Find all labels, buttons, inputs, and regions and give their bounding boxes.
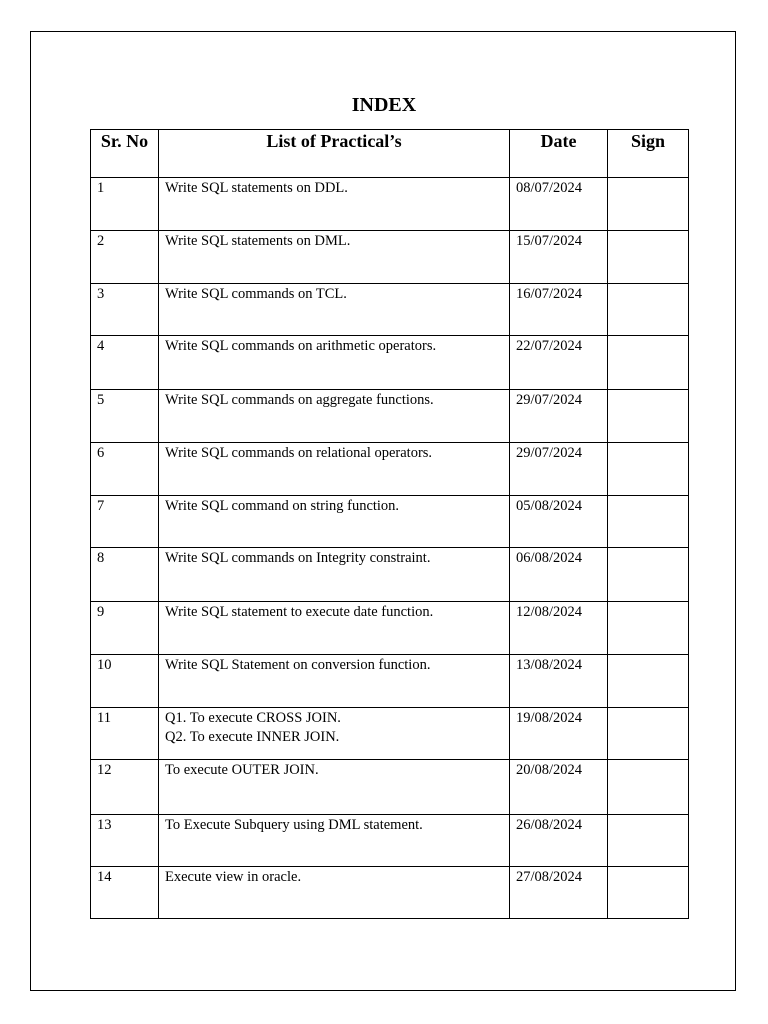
sr-no-cell: 2 xyxy=(91,231,159,284)
date-cell: 20/08/2024 xyxy=(510,760,608,815)
practical-cell xyxy=(159,708,510,760)
practical-cell xyxy=(159,390,510,443)
sign-cell xyxy=(608,336,689,390)
date-cell: 29/07/2024 xyxy=(510,443,608,496)
sr-no-cell: 7 xyxy=(91,496,159,548)
date-cell: 27/08/2024 xyxy=(510,867,608,919)
sign-cell xyxy=(608,390,689,443)
table-row xyxy=(91,496,689,548)
practical-text: Write SQL statements on DML. xyxy=(165,233,351,249)
table-row xyxy=(91,815,689,867)
date-cell: 29/07/2024 xyxy=(510,390,608,443)
practical-text: Write SQL commands on Integrity constraint. xyxy=(165,550,431,566)
sign-cell xyxy=(608,284,689,336)
practical-text: Write SQL Statement on conversion function. xyxy=(165,657,431,673)
practical-text: Write SQL commands on TCL. xyxy=(165,286,347,302)
sr-no-cell: 8 xyxy=(91,548,159,602)
sr-no-cell: 9 xyxy=(91,602,159,655)
practical-cell xyxy=(159,231,510,284)
practical-cell xyxy=(159,336,510,390)
practical-text: Execute view in oracle. xyxy=(165,869,302,885)
practical-cell xyxy=(159,867,510,919)
table-row xyxy=(91,708,689,760)
practical-cell xyxy=(159,655,510,708)
sign-cell xyxy=(608,178,689,231)
sr-no-cell: 11 xyxy=(91,708,159,760)
practical-cell xyxy=(159,760,510,815)
sr-no-cell: 4 xyxy=(91,336,159,390)
practical-cell xyxy=(159,284,510,336)
sign-cell xyxy=(608,867,689,919)
practical-text: Write SQL commands on aggregate functions. xyxy=(165,392,434,408)
sign-cell xyxy=(608,655,689,708)
date-cell: 12/08/2024 xyxy=(510,602,608,655)
table-row xyxy=(91,284,689,336)
table-row xyxy=(91,867,689,919)
date-cell: 06/08/2024 xyxy=(510,548,608,602)
table-row xyxy=(91,336,689,390)
date-cell: 05/08/2024 xyxy=(510,496,608,548)
practical-text: Q2. To execute INNER JOIN. xyxy=(165,729,340,745)
sr-no-cell: 13 xyxy=(91,815,159,867)
sr-no-cell: 14 xyxy=(91,867,159,919)
sr-no-cell: 3 xyxy=(91,284,159,336)
practical-cell xyxy=(159,178,510,231)
table-row xyxy=(91,655,689,708)
date-cell: 08/07/2024 xyxy=(510,178,608,231)
practical-cell xyxy=(159,602,510,655)
sign-cell xyxy=(608,548,689,602)
table-row xyxy=(91,443,689,496)
sr-no-cell: 12 xyxy=(91,760,159,815)
sign-cell xyxy=(608,708,689,760)
sr-no-cell: 6 xyxy=(91,443,159,496)
index-table xyxy=(90,129,689,919)
header-date: Date xyxy=(510,130,608,178)
practical-text: To execute OUTER JOIN. xyxy=(165,762,319,778)
date-cell: 19/08/2024 xyxy=(510,708,608,760)
sign-cell xyxy=(608,602,689,655)
header-sr-no: Sr. No xyxy=(91,130,159,178)
date-cell: 15/07/2024 xyxy=(510,231,608,284)
practical-cell xyxy=(159,443,510,496)
date-cell: 22/07/2024 xyxy=(510,336,608,390)
practical-text: Write SQL command on string function. xyxy=(165,498,400,514)
practical-text: To Execute Subquery using DML statement. xyxy=(165,817,423,833)
sr-no-cell: 10 xyxy=(91,655,159,708)
practical-text: Write SQL commands on relational operators. xyxy=(165,445,433,461)
practical-cell xyxy=(159,496,510,548)
practical-text: Write SQL commands on arithmetic operators. xyxy=(165,338,437,354)
table-row xyxy=(91,178,689,231)
sr-no-cell: 1 xyxy=(91,178,159,231)
sign-cell xyxy=(608,231,689,284)
table-row xyxy=(91,548,689,602)
practical-text: Q1. To execute CROSS JOIN. xyxy=(165,710,341,726)
practical-cell xyxy=(159,815,510,867)
page-title: INDEX xyxy=(351,94,417,116)
header-list-of-practicals: List of Practical’s xyxy=(159,130,510,178)
date-cell: 13/08/2024 xyxy=(510,655,608,708)
table-header-row xyxy=(91,130,689,178)
practical-text: Write SQL statements on DDL. xyxy=(165,180,348,196)
sign-cell xyxy=(608,815,689,867)
sign-cell xyxy=(608,760,689,815)
table-row xyxy=(91,390,689,443)
header-sign: Sign xyxy=(608,130,689,178)
date-cell: 26/08/2024 xyxy=(510,815,608,867)
table-row xyxy=(91,602,689,655)
table-body xyxy=(91,178,689,919)
sign-cell xyxy=(608,496,689,548)
table-row xyxy=(91,760,689,815)
sr-no-cell: 5 xyxy=(91,390,159,443)
sign-cell xyxy=(608,443,689,496)
date-cell: 16/07/2024 xyxy=(510,284,608,336)
practical-text: Write SQL statement to execute date function. xyxy=(165,604,434,620)
table-row xyxy=(91,231,689,284)
practical-cell xyxy=(159,548,510,602)
